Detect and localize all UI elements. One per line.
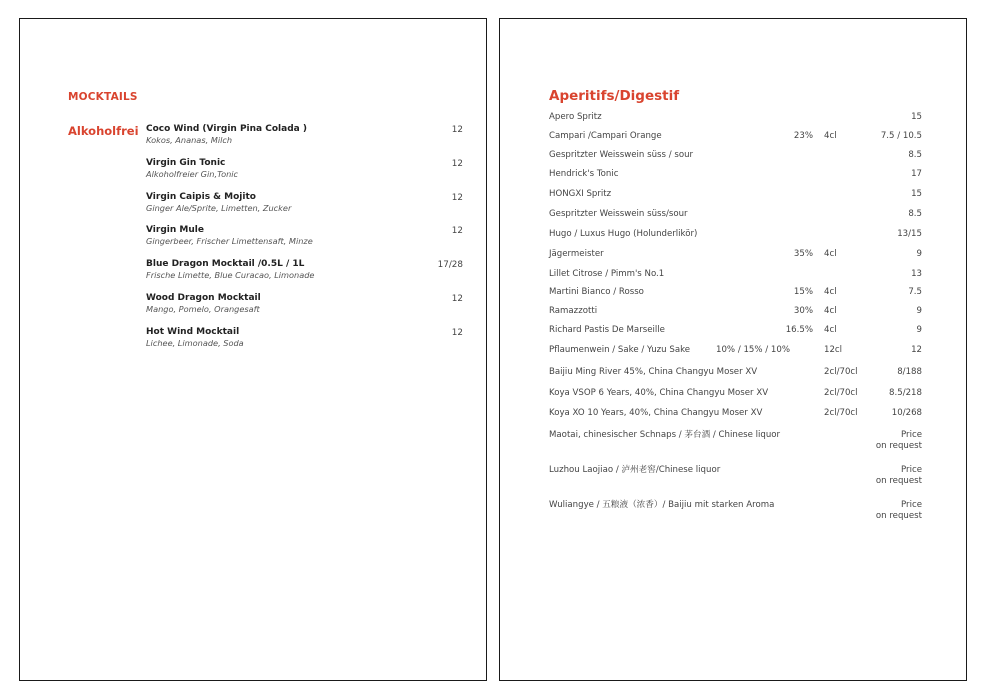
aperitif-name: Ramazzotti xyxy=(549,306,598,316)
mocktail-name: Virgin Gin Tonic xyxy=(146,157,226,168)
mocktail-description: Ginger Ale/Sprite, Limetten, Zucker xyxy=(146,202,292,213)
aperitif-name: Pflaumenwein / Sake / Yuzu Sake xyxy=(549,345,691,355)
aperitif-name: Baijiu Ming River 45%, China Changyu Moser XV xyxy=(549,367,758,377)
aperitif-name: Koya VSOP 6 Years, 40%, China Changyu Moser XV xyxy=(549,388,769,398)
mocktail-price: 12 xyxy=(451,327,463,338)
aperitif-name: Richard Pastis De Marseille xyxy=(549,325,665,335)
aperitif-price: 13 xyxy=(911,269,922,279)
aperitif-price: 10/268 xyxy=(891,408,922,418)
mocktail-name: Virgin Caipis & Mojito xyxy=(146,191,256,202)
aperitif-price: 7.5 / 10.5 xyxy=(880,131,922,141)
aperitif-name: Apero Spritz xyxy=(549,112,602,122)
aperitif-volume: 2cl/70cl xyxy=(824,408,858,418)
aperitif-price: 7.5 xyxy=(908,287,922,297)
aperitif-name: Martini Bianco / Rosso xyxy=(549,287,644,297)
mocktail-name: Blue Dragon Mocktail /0.5L / 1L xyxy=(146,259,305,270)
aperitif-price: 9 xyxy=(916,306,922,316)
mocktail-price: 12 xyxy=(451,226,463,237)
mocktail-item xyxy=(146,292,463,326)
mocktail-description: Gingerbeer, Frischer Limettensaft, Minze xyxy=(146,236,313,247)
aperitif-name: Lillet Citrose / Pimm's No.1 xyxy=(549,269,665,279)
aperitif-price: 15 xyxy=(911,189,922,199)
aperitif-price-note: on request xyxy=(875,441,922,451)
aperitif-volume: 4cl xyxy=(824,131,837,141)
aperitif-price-note: on request xyxy=(875,476,922,486)
mocktail-item xyxy=(146,191,463,225)
category-label-alkoholfrei: Alkoholfrei xyxy=(68,124,139,138)
aperitif-name: Gespritzter Weisswein süss / sour xyxy=(549,150,694,160)
aperitifs-section-title: Aperitifs/Digestif xyxy=(549,88,680,104)
mocktail-description: Alkoholfreier Gin,Tonic xyxy=(146,168,239,179)
aperitif-price: 8/188 xyxy=(897,367,922,377)
mocktail-description: Frische Limette, Blue Curacao, Limonade xyxy=(146,270,315,281)
aperitif-volume: 4cl xyxy=(824,306,837,316)
mocktail-price: 12 xyxy=(451,125,463,135)
mocktail-item xyxy=(146,157,463,191)
aperitif-price: 15 xyxy=(911,112,922,122)
mocktail-item xyxy=(146,258,463,292)
mocktail-item xyxy=(146,123,463,157)
aperitif-price: Price xyxy=(901,430,922,440)
aperitif-name: Maotai, chinesischer Schnaps / 茅台酒 / Chinese liquor xyxy=(549,430,781,440)
menu-page-left xyxy=(19,18,487,681)
aperitif-percent: 23% xyxy=(793,131,813,141)
aperitif-name: Wuliangye / 五粮液（浓香）/ Baijiu mit starken Aroma xyxy=(549,500,775,510)
aperitif-percent: 10% / 15% / 10% xyxy=(716,345,791,355)
aperitif-price: 12 xyxy=(911,345,922,355)
aperitif-price: 9 xyxy=(916,249,922,259)
mocktail-price: 12 xyxy=(451,192,463,203)
aperitif-price: Price xyxy=(901,500,922,510)
aperitif-percent: 16.5% xyxy=(785,325,813,335)
aperitif-percent: 30% xyxy=(793,306,813,316)
mocktail-item xyxy=(146,224,463,258)
aperitif-name: Jägermeister xyxy=(549,249,604,259)
aperitif-name: Hendrick's Tonic xyxy=(549,169,619,179)
aperitif-name: Koya XO 10 Years, 40%, China Changyu Moser XV xyxy=(549,408,763,418)
aperitif-name: Luzhou Laojiao / 泸州老窖/Chinese liquor xyxy=(549,465,721,475)
mocktail-description: Kokos, Ananas, Milch xyxy=(146,135,233,145)
aperitif-price-note: on request xyxy=(875,511,922,521)
aperitif-name: Gespritzter Weisswein süss/sour xyxy=(549,209,688,219)
aperitif-volume: 2cl/70cl xyxy=(824,367,858,377)
aperitif-name: HONGXI Spritz xyxy=(549,189,612,199)
aperitif-name: Campari /Campari Orange xyxy=(549,131,662,141)
aperitif-price: 13/15 xyxy=(897,229,922,239)
aperitif-price: 8.5/218 xyxy=(889,388,922,398)
mocktail-price: 17/28 xyxy=(437,260,463,271)
mocktail-name: Hot Wind Mocktail xyxy=(146,326,240,337)
mocktail-name: Coco Wind (Virgin Pina Colada ) xyxy=(146,124,307,134)
mocktails-section-title: MOCKTAILS xyxy=(68,91,138,103)
mocktail-description: Lichee, Limonade, Soda xyxy=(146,337,244,348)
mocktail-price: 12 xyxy=(451,293,463,304)
menu-page-right xyxy=(499,18,967,681)
mocktail-price: 12 xyxy=(451,158,463,169)
aperitif-volume: 4cl xyxy=(824,287,837,297)
aperitif-price: Price xyxy=(901,465,922,475)
aperitif-volume: 4cl xyxy=(824,249,837,259)
mocktail-description: Mango, Pomelo, Orangesaft xyxy=(146,303,260,314)
mocktail-name: Virgin Mule xyxy=(146,225,204,236)
mocktail-list xyxy=(146,123,463,360)
mocktail-item xyxy=(146,326,463,360)
aperitif-price: 8.5 xyxy=(908,150,922,160)
aperitif-volume: 12cl xyxy=(824,345,843,355)
aperitif-percent: 35% xyxy=(793,249,813,259)
aperitif-price: 8.5 xyxy=(908,209,922,219)
aperitif-volume: 4cl xyxy=(824,325,837,335)
aperitif-percent: 15% xyxy=(793,287,813,297)
mocktail-name: Wood Dragon Mocktail xyxy=(146,292,261,303)
aperitif-price: 9 xyxy=(916,325,922,335)
aperitif-volume: 2cl/70cl xyxy=(824,388,858,398)
aperitif-name: Hugo / Luxus Hugo (Holunderlikör) xyxy=(549,229,698,239)
aperitif-price: 17 xyxy=(911,169,922,179)
